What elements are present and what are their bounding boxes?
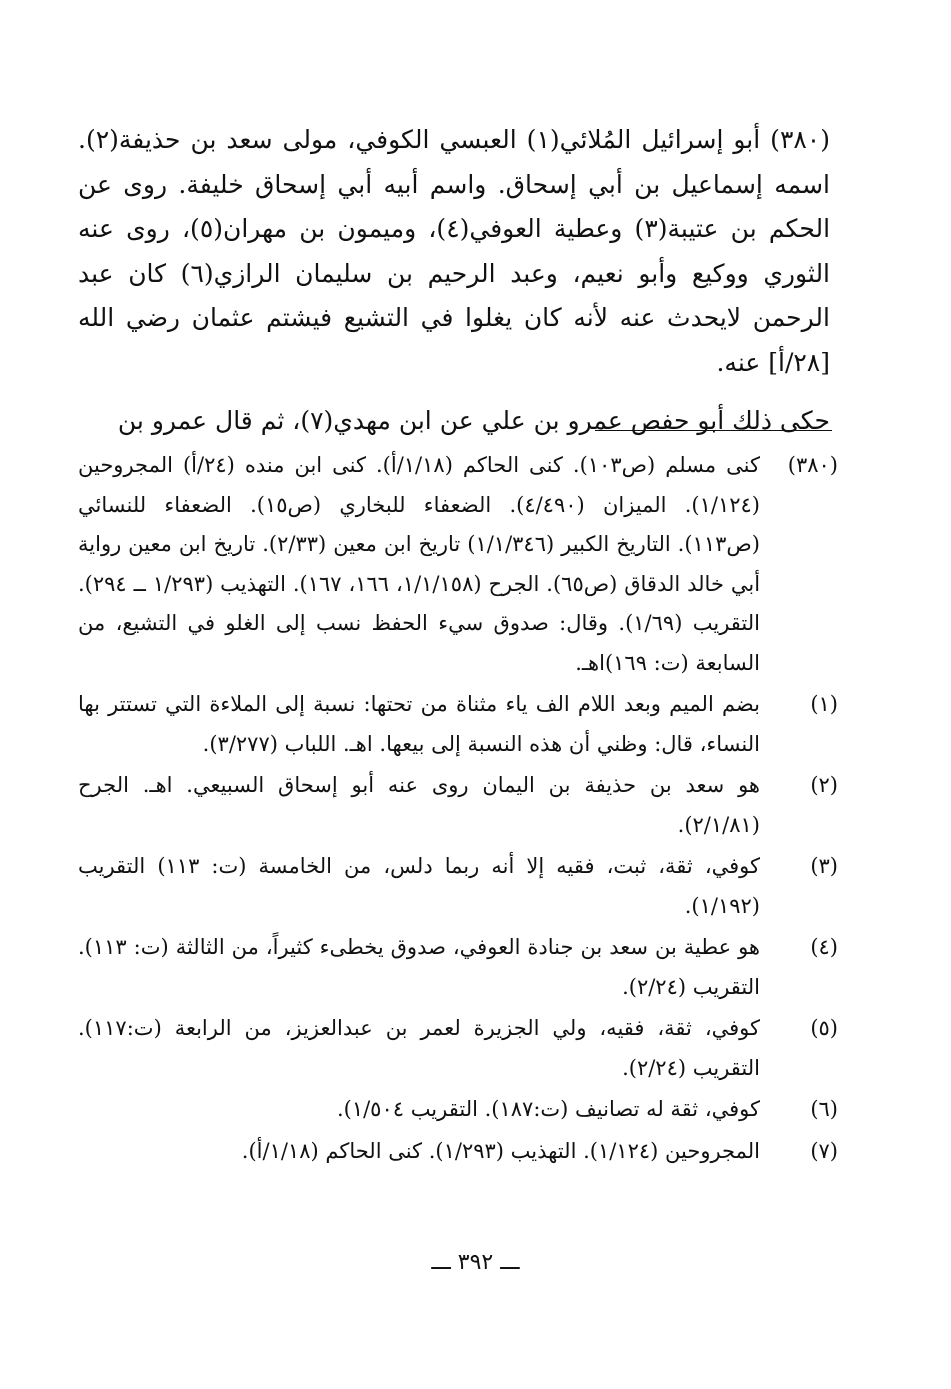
footnote-number: (٣٨٠) — [787, 453, 838, 477]
page-number: ـــ ٣٩٢ ـــ — [431, 1250, 520, 1275]
footnote-number: (١) — [810, 692, 838, 716]
footnote-number: (٤) — [810, 935, 838, 959]
entry-paragraph: (٣٨٠) أبو إسرائيل المُلائي(١) العبسي الكوفي، مولى سعد بن حذيفة(٢). اسمه إسماعيل بن أبي إسحاق. واسم أبيه أبي إسحاق خليفة. روى عن الحكم بن عتيبة(٣) وعطية العوفي(٤)، وميمون بن مهران(٥)، روى عنه الثوري ووكيع وأبو نعيم، وعبد الرحيم بن سليمان الرازي(٦) كان عبد الرحمن لايحدث عنه لأنه كان يغلوا في التشيع فيشتم عثمان رضي الله [٢٨/أ] عنه. — [78, 125, 831, 377]
footnote-item — [78, 685, 838, 764]
footnote-text: هو سعد بن حذيفة بن اليمان روى عنه أبو إسحاق السبيعي. اهـ. الجرح (٢/١/٨١). — [78, 773, 760, 837]
footnote-text: كوفي، ثقة له تصانيف (ت:١٨٧). التقريب ١/٥٠٤). — [336, 1097, 760, 1121]
footnote-item — [78, 766, 838, 845]
footnote-text: بضم الميم وبعد اللام الف ياء مثناة من تحتها: نسبة إلى الملاءة التي تستتر بها النساء، قال: وظني أن هذه النسبة إلى بيعها. اهـ. اللباب (٣/٢٧٧). — [78, 692, 760, 756]
footnote-number: (٢) — [810, 773, 838, 797]
footnote-item — [78, 1132, 838, 1172]
main-text — [78, 118, 830, 444]
footnote-item — [78, 1090, 838, 1130]
footnote-number: (٦) — [810, 1097, 838, 1121]
footnote-text: هو عطية بن سعد بن جنادة العوفي، صدوق يخطىء كثيراً، من الثالثة (ت: ١١٣). التقريب (٢/٢٤). — [78, 935, 760, 999]
footnote-number: (٥) — [810, 1016, 838, 1040]
footnote-text: كوفي، ثقة، ثبت، فقيه إلا أنه ربما دلس، من الخامسة (ت: ١١٣) التقريب (١/١٩٢). — [78, 854, 760, 918]
footnote-number: (٣) — [810, 854, 838, 878]
footnote-item — [78, 1009, 838, 1088]
footnote-text: المجروحين (١/١٢٤). التهذيب (١/٢٩٣). كنى الحاكم (١/١٨/أ). — [241, 1138, 760, 1163]
footnotes — [78, 446, 838, 1173]
continuation-paragraph: حكى ذلك أبو حفص عمرو بن علي عن ابن مهدي(٧)، ثم قال عمرو بن — [117, 406, 830, 435]
footnote-item — [78, 928, 838, 1007]
footnote-item — [78, 446, 838, 683]
footnote-text: كنى مسلم (ص١٠٣). كنى الحاكم (١/١٨/أ). كنى ابن منده (٢٤/أ) المجروحين (١/١٢٤). الميزان (٤/٤٩٠). الضعفاء للبخاري (ص١٥). الضعفاء للنسائي (ص١١٣). التاريخ الكبير (١/١/٣٤٦) تاريخ ابن معين (٢/٣٣). تاريخ ابن معين رواية أبي خالد الدقاق (ص٦٥). الجرح (١/١/١٥٨، ١٦٦، ١٦٧). التهذيب (١/٢٩٣ ــ ٢٩٤). التقريب (١/٦٩). وقال: صدوق سيء الحفظ نسب إلى الغلو في التشيع، من السابعة (ت: ١٦٩)اهـ. — [78, 453, 761, 675]
footnote-divider — [595, 430, 832, 431]
footnote-number: (٧) — [810, 1138, 838, 1163]
footnote-text: كوفي، ثقة، فقيه، ولي الجزيرة لعمر بن عبدالعزيز، من الرابعة (ت:١١٧). التقريب (٢/٢٤). — [78, 1016, 760, 1080]
footnote-item — [78, 847, 838, 926]
